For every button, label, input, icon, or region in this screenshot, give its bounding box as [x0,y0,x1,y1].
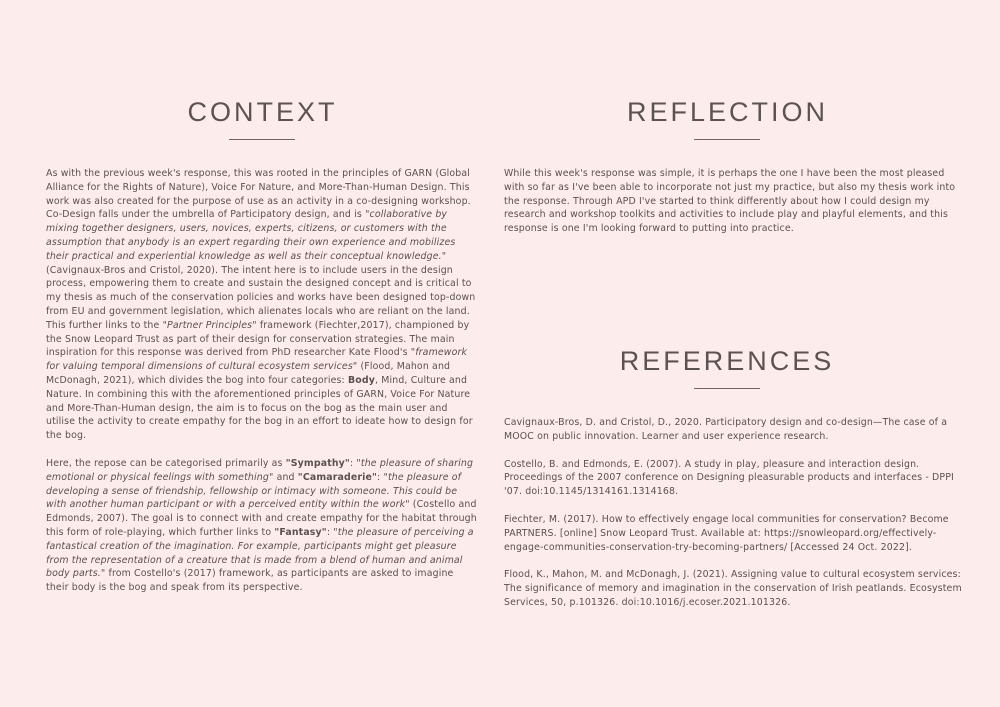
context-paragraph-2 [46,457,478,595]
text-run: Body [347,374,375,386]
text-run: "the pleasure of sharing emotional or physical feelings with something" [46,457,474,483]
reference-item: Costello, B. and Edmonds, E. (2007). A study in play, pleasure and interaction design. Proceedings of the 2007 conference on Designing pleasurable products and interfaces - DPPI '07. doi:10.1145/1314161.1314168. [504,458,954,498]
reflection-body [504,167,962,250]
reflection-heading: REFLECTION [626,97,829,127]
text-run: (Costello and Edmonds, 2007). The goal is to connect with and create empathy for the habitat through this form of role-playing, which further links to [46,499,477,538]
text-run: : [349,457,357,469]
text-run: , Mind, Culture and Nature. In combining this with the aforementioned principles of GARN, Voice For Nature and More-Than-Human design, the aim is to focus on the bog as the main user and utilise the activity to create empathy for the bog in an effort to ideate how to design for the bog. [46,374,473,442]
text-run: : [377,471,384,483]
text-run: "Camaraderie" [297,471,378,483]
text-run: "the pleasure of developing a sense of friendship, fellowship or intimacy with someone. This could be with another human participant or with a perceived entity within the work" [46,471,462,511]
text-run: "framework for valuing temporal dimensions of cultural ecosystem services" [46,347,468,373]
context-heading: CONTEXT [187,97,338,127]
context-heading-rule [229,139,295,140]
text-run: from Costello's (2017) framework, as participants are asked to imagine their body is the bog and speak from its perspective. [46,568,454,594]
text-run: (Cavignaux-Bros and Cristol, 2020). The intent here is to include users in the design process, empowering them to create and sustain the designed concept and is critical to my thesis as much of the conservation policies and works have been designed top-down from EU and government legislation, which alienates locals who are reliant on the land. This further links to the [46,264,476,331]
text-run: and [273,471,298,483]
references-heading: REFERENCES [619,346,835,376]
text-run: "the pleasure of perceiving a fantastical creation of the imagination. For example, participants might get pleasure from the representation of a creature that is made from a blend of human and animal body parts." [46,526,474,580]
text-run: (Flood, Mahon and McDonagh, 2021), which divides the bog into four categories: [46,361,451,386]
text-run: As with the previous week's response, this was rooted in the principles of GARN (Global Alliance for the Rights of Nature), Voice For Nature, and More-Than-Human Design. This work was also created for the purpose of use as an activity in a co-designing workshop. Co-Design falls under the umbrella of Participatory design, and is [46,168,471,221]
reflection-paragraph: While this week's response was simple, it is perhaps the one I have been the most pleased with so far as I've been able to incorporate not just my practice, but also my thesis work into the response. Through APD I've started to think differently about how I could design my research and workshop toolkits and activities to include play and playful elements, and this response is one I'm looking forward to putting into practice. [504,168,956,235]
references-heading-rule [694,388,760,389]
reference-item: Fiechter, M. (2017). How to effectively engage local communities for conservation? Become PARTNERS. [online] Snow Leopard Trust. Available at: https://snowleopard.org/effectively-engage-communities-conservation-try-becoming-partners/ [Accessed 24 Oct. 2022]. [504,513,949,553]
text-run: "Partner Principles" [162,319,257,331]
reference-item: Flood, K., Mahon, M. and McDonagh, J. (2021). Assigning value to cultural ecosystem services: The significance of memory and imagination in the conservation of Irish peatlands. Ecosystem Services, 50, p.101326. doi:10.1016/j.ecoser.2021.101326. [504,569,962,608]
text-run: "Sympathy" [285,457,350,469]
text-run: Here, the repose can be categorised primarily as [46,457,286,469]
reflection-heading-rule [694,139,760,140]
text-run: : [326,526,334,538]
text-run: framework (Fiechter,2017), championed by the Snow Leopard Trust as part of their design for conservation strategies. The main inspiration for this response was derived from PhD researcher Kate Flood's [46,319,470,359]
context-body [46,167,478,609]
text-run: "collaborative by mixing together designers, users, novices, experts, citizens, or customers with the assumption that anybody is an expert regarding their own experience and mobilizes their practical and experiential knowledge as well as their conceptual knowledge." [46,209,456,262]
references-list [504,416,962,624]
reference-item: Cavignaux-Bros, D. and Cristol, D., 2020. Participatory design and co-design—The case of a MOOC on public innovation. Learner and user experience research. [504,417,948,442]
context-paragraph-1 [46,167,478,443]
text-run: "Fantasy" [274,526,327,538]
